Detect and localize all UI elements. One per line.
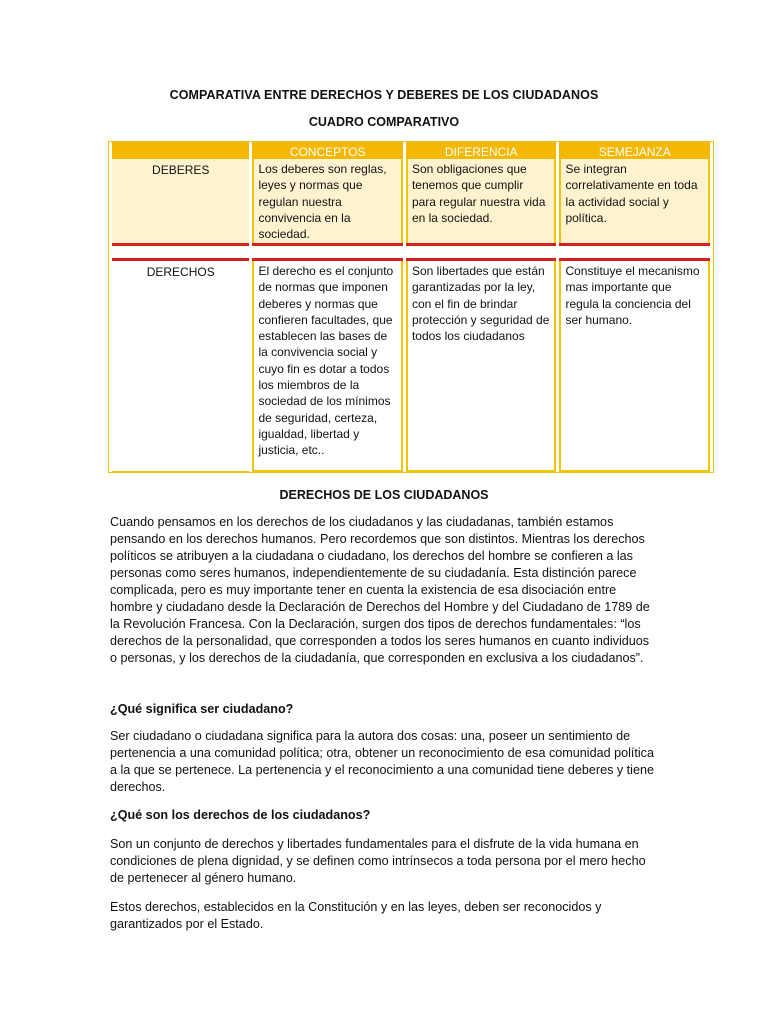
table-header-conceptos: CONCEPTOS xyxy=(252,142,403,159)
paragraph-rights: Son un conjunto de derechos y libertades fundamentales para el disfrute de la vida humana en condiciones de plena dignidad, y se definen como intrínsecos a toda persona por el mero hecho de pertenecer al género humano. xyxy=(110,837,646,885)
cell-semejanza: Se integran correlativamente en toda la actividad social y política. xyxy=(559,159,710,243)
paragraph-intro: Cuando pensamos en los derechos de los ciudadanos y las ciudadanas, también estamos pensando en los derechos humanos. Pero recordemos que son distintos. Mientras los derechos políticos se atribuyen a la ciudadana o ciudadano, los derechos del hombre se confieren a las personas como seres humanos, independientemente de su ciudadanía. Esta distinción parece complicada, pero es muy importante tener en cuenta la existencia de esa disociación entre hombre y ciudadano desde la Declaración de Derechos del Hombre y del Ciudadano de 1789 de la Revolución Francesa. Con la Declaración, surgen dos tipos de derechos fundamentales: “los derechos de la personalidad, que corresponden a todos los seres humanos en cuanto individuos o personas, y los derechos de la ciudadanía, que corresponden en exclusiva a los ciudadanos”. xyxy=(110,515,650,665)
row-separator xyxy=(112,243,710,261)
table-header-row xyxy=(112,142,710,159)
paragraph-state: Estos derechos, establecidos en la Constitución y en las leyes, deben ser reconocidos y garantizados por el Estado. xyxy=(110,900,602,931)
cell-semejanza: Constituye el mecanismo mas importante que regula la conciencia del ser humano. xyxy=(559,261,710,472)
cell-conceptos: El derecho es el conjunto de normas que imponen deberes y normas que confieren facultades, que establecen las bases de la convivencia social y cuyo fin es dotar a todos los miembros de la sociedad de los mínimos de seguridad, certeza, igualdad, libertad y justicia, etc.. xyxy=(252,261,403,472)
cell-diferencia: Son libertades que están garantizadas por la ley, con el fin de brindar protección y seguridad de todos los ciudadanos xyxy=(406,261,557,472)
section-title: DERECHOS DE LOS CIUDADANOS xyxy=(279,488,489,502)
row-label: DERECHOS xyxy=(112,261,249,472)
question-heading-1: ¿Qué significa ser ciudadano? xyxy=(110,702,294,716)
cell-conceptos: Los deberes son reglas, leyes y normas que regulan nuestra convivencia en la sociedad. xyxy=(252,159,403,243)
table-row xyxy=(112,159,710,243)
comparison-table xyxy=(108,141,714,473)
table-header-semejanza: SEMEJANZA xyxy=(559,142,710,159)
question-heading-2: ¿Qué son los derechos de los ciudadanos? xyxy=(110,808,371,822)
row-label: DEBERES xyxy=(112,159,249,243)
paragraph-citizen: Ser ciudadano o ciudadana significa para la autora dos cosas: una, poseer un sentimiento de pertenencia a una comunidad política; otra, obtener un reconocimiento de esa comunidad política a la que se pertenece. La pertenencia y el reconocimiento a una comunidad tiene deberes y tiene derechos. xyxy=(110,729,654,794)
cell-diferencia: Son obligaciones que tenemos que cumplir para regular nuestra vida en la sociedad. xyxy=(406,159,557,243)
table-row xyxy=(112,261,710,472)
document-subtitle: CUADRO COMPARATIVO xyxy=(308,115,460,129)
document-title: COMPARATIVA ENTRE DERECHOS Y DEBERES DE LOS CIUDADANOS xyxy=(169,88,599,102)
table-header-blank xyxy=(112,142,249,159)
table-header-diferencia: DIFERENCIA xyxy=(406,142,557,159)
